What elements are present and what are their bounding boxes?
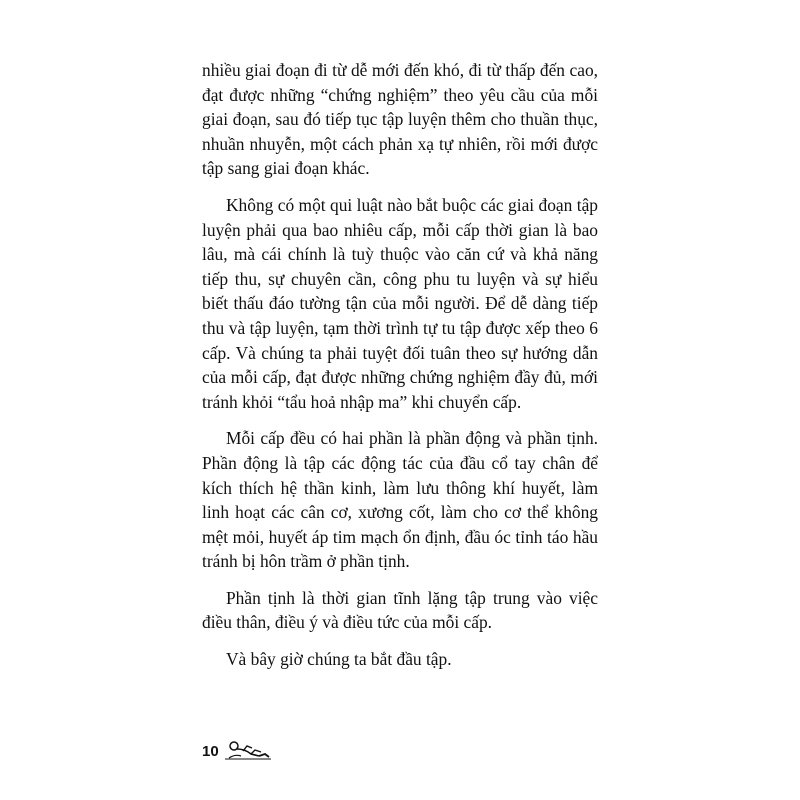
page-number: 10 [202,743,219,760]
paragraph-still-phase: Phần tịnh là thời gian tĩnh lặng tập trung vào việc điều thân, điều ý và điều tức của mỗi cấp. [202,587,598,633]
paragraph-begin-practice: Và bây giờ chúng ta bắt đầu tập. [226,649,452,670]
page-body [202,58,598,684]
reclining-figure-icon [225,737,271,761]
paragraph-training-levels: Không có một qui luật nào bắt buộc các giai đoạn tập luyện phải qua bao nhiêu cấp, mỗi cấp thời gian là bao lâu, mà cái chính là tuỳ thuộc vào căn cứ và khả năng tiếp thu, sự chuyên cần, công phu tu luyện và sự hiểu biết thấu đáo tường tận của mỗi người. Để dễ dàng tiếp thu và tập luyện, tạm thời trình tự tu tập được xếp theo 6 cấp. Và chúng ta phải tuyệt đối tuân theo sự hướng dẫn của mỗi cấp, đạt được những chứng nghiệm đầy đủ, mới tránh khỏi “tẩu hoả nhập ma” khi chuyển cấp. [202,194,598,412]
paragraph-continuation: nhiều giai đoạn đi từ dễ mới đến khó, đi từ thấp đến cao, đạt được những “chứng nghiệm” theo yêu cầu của mỗi giai đoạn, sau đó tiếp tục tập luyện thêm cho thuần thục, nhuần nhuyễn, một cách phản xạ tự nhiên, rồi mới được tập sang giai đoạn khác. [202,60,598,179]
page-footer [202,737,271,761]
paragraph-active-and-still: Mỗi cấp đều có hai phần là phần động và phần tịnh. Phần động là tập các động tác của đầu cổ tay chân để kích thích hệ thần kinh, làm lưu thông khí huyết, làm linh hoạt các cân cơ, xương cốt, làm cho cơ thể không mệt mỏi, huyết áp tim mạch ổn định, đầu óc tỉnh táo hầu tránh bị hôn trầm ở phần tịnh. [202,428,598,572]
